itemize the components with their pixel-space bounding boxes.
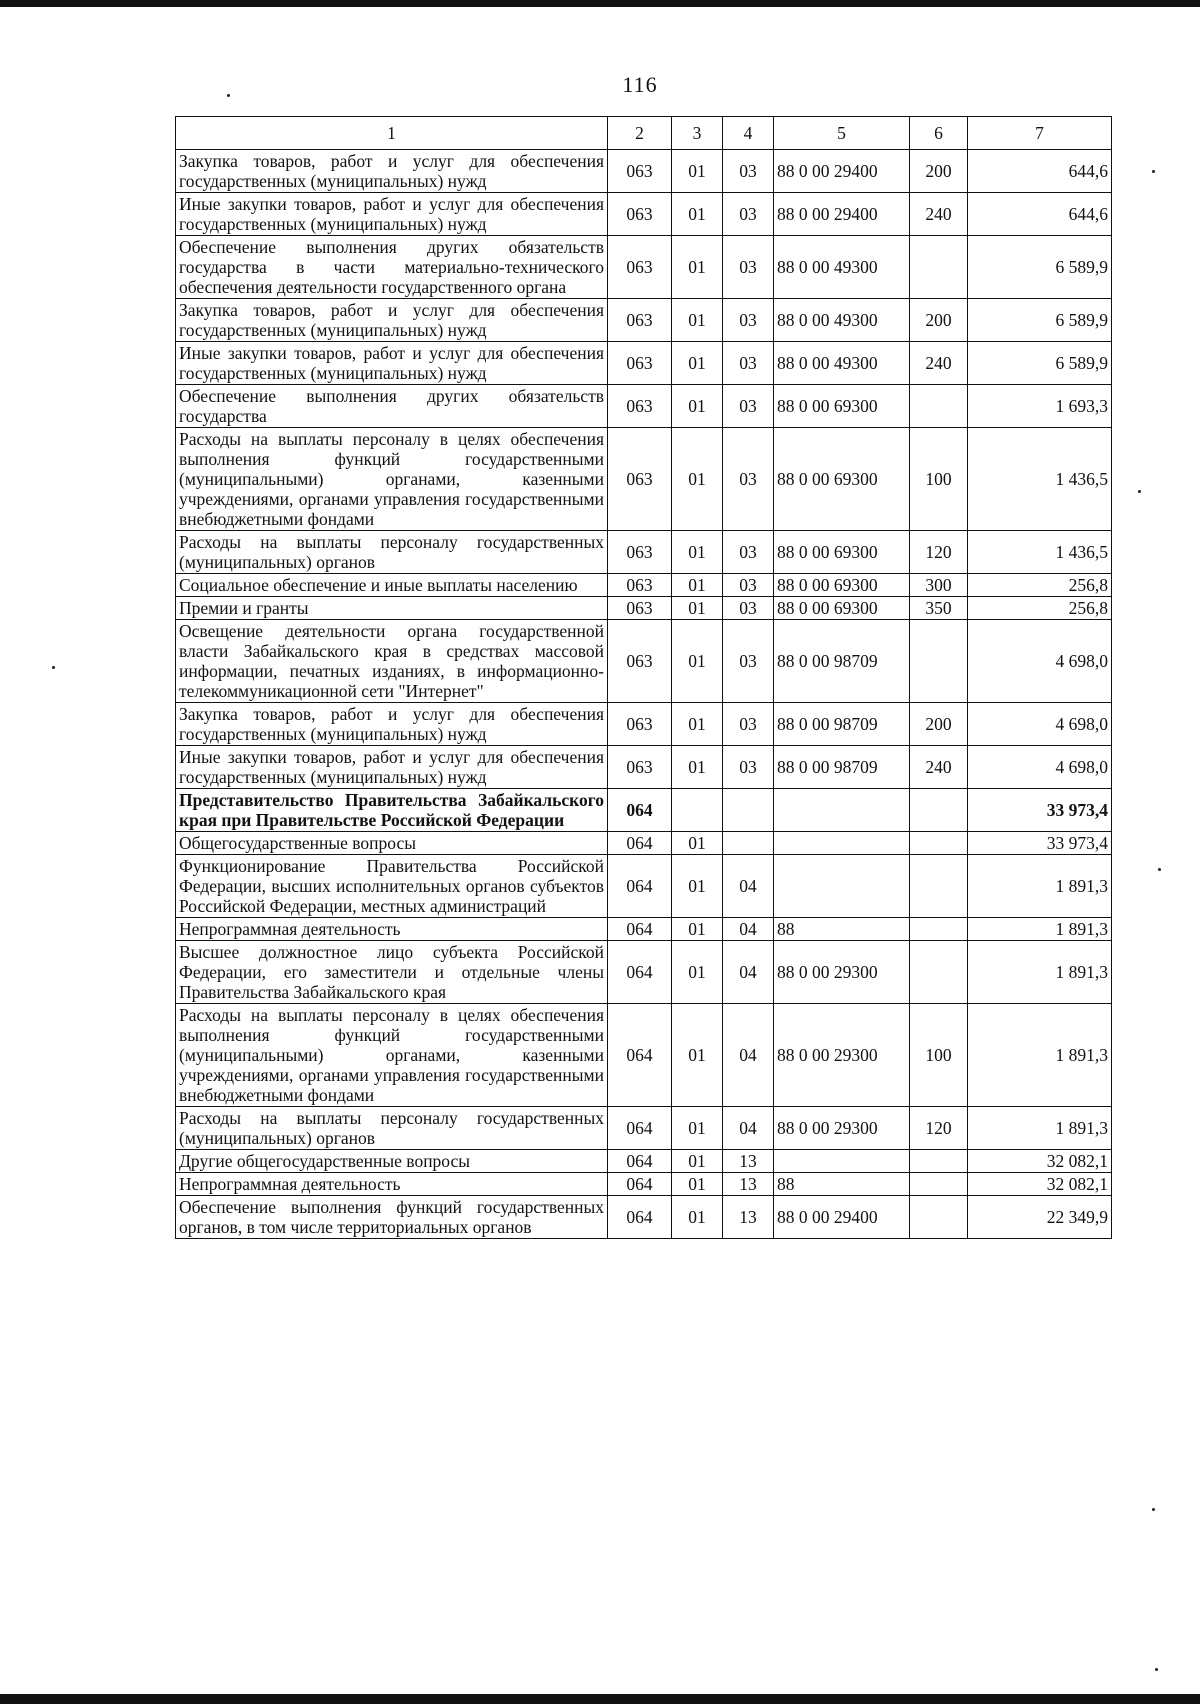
- cell-section-code: 01: [672, 385, 723, 428]
- row-name: Другие общегосударственные вопросы: [176, 1150, 608, 1173]
- cell-subsection-code: 03: [723, 299, 774, 342]
- row-name: Закупка товаров, работ и услуг для обеспечения государственных (муниципальных) нужд: [176, 299, 608, 342]
- cell-target-article: 88: [774, 1173, 910, 1196]
- cell-subsection-code: 13: [723, 1173, 774, 1196]
- cell-expense-type: 240: [910, 746, 968, 789]
- cell-amount: 1 891,3: [968, 855, 1112, 918]
- row-name: Расходы на выплаты персоналу в целях обеспечения выполнения функций государственными (муниципальными) органами, казенными учреждениями, органами управления государственными внебюджетными фондами: [176, 1004, 608, 1107]
- cell-target-article: 88 0 00 29300: [774, 1004, 910, 1107]
- cell-section-code: 01: [672, 703, 723, 746]
- scan-border-bottom: [0, 1694, 1200, 1704]
- cell-amount: 22 349,9: [968, 1196, 1112, 1239]
- cell-section-code: 01: [672, 428, 723, 531]
- cell-amount: 256,8: [968, 574, 1112, 597]
- cell-amount: 256,8: [968, 597, 1112, 620]
- cell-ministry-code: 063: [608, 531, 672, 574]
- cell-amount: 1 891,3: [968, 1107, 1112, 1150]
- row-name: Общегосударственные вопросы: [176, 832, 608, 855]
- row-name: Непрограммная деятельность: [176, 1173, 608, 1196]
- table-row: [176, 620, 1112, 703]
- cell-subsection-code: 13: [723, 1150, 774, 1173]
- cell-amount: 4 698,0: [968, 620, 1112, 703]
- cell-expense-type: 350: [910, 597, 968, 620]
- scan-speck: [1152, 1508, 1155, 1511]
- cell-target-article: [774, 789, 910, 832]
- row-name: Обеспечение выполнения функций государственных органов, в том числе территориальных органов: [176, 1196, 608, 1239]
- row-name: Функционирование Правительства Российской Федерации, высших исполнительных органов субъектов Российской Федерации, местных администраций: [176, 855, 608, 918]
- row-name: Премии и гранты: [176, 597, 608, 620]
- cell-ministry-code: 063: [608, 342, 672, 385]
- cell-subsection-code: 04: [723, 918, 774, 941]
- cell-amount: 32 082,1: [968, 1150, 1112, 1173]
- cell-expense-type: [910, 789, 968, 832]
- table-row: [176, 597, 1112, 620]
- cell-ministry-code: 064: [608, 1150, 672, 1173]
- cell-amount: 6 589,9: [968, 236, 1112, 299]
- cell-expense-type: [910, 236, 968, 299]
- cell-ministry-code: 064: [608, 789, 672, 832]
- cell-section-code: 01: [672, 620, 723, 703]
- cell-target-article: 88: [774, 918, 910, 941]
- column-header: 2: [608, 117, 672, 150]
- cell-ministry-code: 064: [608, 855, 672, 918]
- cell-section-code: 01: [672, 531, 723, 574]
- cell-amount: 1 891,3: [968, 1004, 1112, 1107]
- cell-target-article: [774, 1150, 910, 1173]
- cell-ministry-code: 063: [608, 236, 672, 299]
- cell-expense-type: [910, 832, 968, 855]
- cell-subsection-code: 03: [723, 193, 774, 236]
- cell-expense-type: [910, 385, 968, 428]
- scan-speck: [1138, 490, 1141, 493]
- cell-expense-type: [910, 918, 968, 941]
- cell-target-article: [774, 855, 910, 918]
- cell-subsection-code: 03: [723, 703, 774, 746]
- cell-subsection-code: 04: [723, 941, 774, 1004]
- cell-subsection-code: [723, 789, 774, 832]
- table-row: [176, 918, 1112, 941]
- table-row: [176, 1107, 1112, 1150]
- cell-amount: 1 436,5: [968, 531, 1112, 574]
- cell-section-code: 01: [672, 832, 723, 855]
- cell-subsection-code: 03: [723, 531, 774, 574]
- cell-section-code: 01: [672, 855, 723, 918]
- cell-amount: 33 973,4: [968, 832, 1112, 855]
- cell-expense-type: 240: [910, 342, 968, 385]
- table-row: [176, 236, 1112, 299]
- cell-section-code: 01: [672, 918, 723, 941]
- scan-speck: [52, 666, 55, 669]
- cell-subsection-code: 04: [723, 1004, 774, 1107]
- cell-subsection-code: 13: [723, 1196, 774, 1239]
- cell-ministry-code: 063: [608, 703, 672, 746]
- cell-ministry-code: 064: [608, 1107, 672, 1150]
- row-name: Расходы на выплаты персоналу государственных (муниципальных) органов: [176, 531, 608, 574]
- cell-target-article: 88 0 00 98709: [774, 703, 910, 746]
- cell-amount: 644,6: [968, 150, 1112, 193]
- table-row: [176, 832, 1112, 855]
- cell-section-code: 01: [672, 1107, 723, 1150]
- cell-ministry-code: 063: [608, 597, 672, 620]
- cell-expense-type: 240: [910, 193, 968, 236]
- cell-subsection-code: 03: [723, 342, 774, 385]
- cell-section-code: 01: [672, 150, 723, 193]
- column-header: 3: [672, 117, 723, 150]
- table-row: [176, 1004, 1112, 1107]
- page-number: 116: [622, 72, 658, 97]
- table-body: [176, 150, 1112, 1239]
- cell-target-article: 88 0 00 69300: [774, 574, 910, 597]
- cell-subsection-code: 03: [723, 620, 774, 703]
- table-row: [176, 1173, 1112, 1196]
- cell-target-article: 88 0 00 98709: [774, 746, 910, 789]
- row-name: Представительство Правительства Забайкальского края при Правительстве Российской Федерации: [176, 789, 608, 832]
- row-name: Расходы на выплаты персоналу в целях обеспечения выполнения функций государственными (муниципальными) органами, казенными учреждениями, органами управления государственными внебюджетными фондами: [176, 428, 608, 531]
- cell-subsection-code: 03: [723, 150, 774, 193]
- cell-section-code: 01: [672, 574, 723, 597]
- cell-subsection-code: 04: [723, 1107, 774, 1150]
- cell-section-code: 01: [672, 746, 723, 789]
- cell-ministry-code: 063: [608, 620, 672, 703]
- cell-amount: 1 891,3: [968, 918, 1112, 941]
- row-name: Закупка товаров, работ и услуг для обеспечения государственных (муниципальных) нужд: [176, 703, 608, 746]
- table-row: [176, 574, 1112, 597]
- cell-target-article: 88 0 00 49300: [774, 299, 910, 342]
- table-row: [176, 193, 1112, 236]
- cell-section-code: 01: [672, 1150, 723, 1173]
- scan-speck: [1158, 868, 1161, 871]
- row-name: Высшее должностное лицо субъекта Российской Федерации, его заместители и отдельные члены Правительства Забайкальского края: [176, 941, 608, 1004]
- cell-subsection-code: [723, 832, 774, 855]
- cell-amount: 6 589,9: [968, 299, 1112, 342]
- cell-target-article: 88 0 00 69300: [774, 531, 910, 574]
- cell-target-article: 88 0 00 29400: [774, 193, 910, 236]
- cell-target-article: 88 0 00 98709: [774, 620, 910, 703]
- cell-section-code: [672, 789, 723, 832]
- cell-amount: 1 693,3: [968, 385, 1112, 428]
- cell-section-code: 01: [672, 236, 723, 299]
- cell-subsection-code: 03: [723, 574, 774, 597]
- scan-speck: [227, 94, 230, 97]
- cell-subsection-code: 03: [723, 236, 774, 299]
- cell-expense-type: 100: [910, 428, 968, 531]
- cell-section-code: 01: [672, 1173, 723, 1196]
- row-name: Иные закупки товаров, работ и услуг для обеспечения государственных (муниципальных) нужд: [176, 193, 608, 236]
- cell-target-article: 88 0 00 29300: [774, 1107, 910, 1150]
- cell-expense-type: 200: [910, 150, 968, 193]
- table-row: [176, 855, 1112, 918]
- cell-target-article: 88 0 00 29300: [774, 941, 910, 1004]
- cell-expense-type: 100: [910, 1004, 968, 1107]
- cell-expense-type: 120: [910, 1107, 968, 1150]
- cell-ministry-code: 063: [608, 428, 672, 531]
- row-name: Расходы на выплаты персоналу государственных (муниципальных) органов: [176, 1107, 608, 1150]
- cell-subsection-code: 03: [723, 597, 774, 620]
- table-row: [176, 299, 1112, 342]
- row-name: Непрограммная деятельность: [176, 918, 608, 941]
- cell-section-code: 01: [672, 597, 723, 620]
- column-header: 4: [723, 117, 774, 150]
- cell-ministry-code: 063: [608, 385, 672, 428]
- cell-amount: 33 973,4: [968, 789, 1112, 832]
- row-name: Иные закупки товаров, работ и услуг для обеспечения государственных (муниципальных) нужд: [176, 746, 608, 789]
- table-row: [176, 789, 1112, 832]
- table-row: [176, 428, 1112, 531]
- table-row: [176, 703, 1112, 746]
- table-row: [176, 1150, 1112, 1173]
- cell-ministry-code: 064: [608, 1173, 672, 1196]
- cell-section-code: 01: [672, 342, 723, 385]
- cell-expense-type: [910, 1196, 968, 1239]
- scan-border-top: [0, 0, 1200, 7]
- cell-amount: 6 589,9: [968, 342, 1112, 385]
- cell-expense-type: 200: [910, 299, 968, 342]
- cell-target-article: 88 0 00 29400: [774, 150, 910, 193]
- cell-expense-type: [910, 620, 968, 703]
- cell-amount: 4 698,0: [968, 703, 1112, 746]
- cell-ministry-code: 063: [608, 150, 672, 193]
- cell-ministry-code: 063: [608, 746, 672, 789]
- table-row: [176, 385, 1112, 428]
- cell-subsection-code: 04: [723, 855, 774, 918]
- column-header: 1: [176, 117, 608, 150]
- cell-section-code: 01: [672, 941, 723, 1004]
- row-name: Освещение деятельности органа государственной власти Забайкальского края в средствах массовой информации, печатных изданиях, в информационно-телекоммуникационной сети "Интернет": [176, 620, 608, 703]
- cell-target-article: 88 0 00 69300: [774, 428, 910, 531]
- cell-target-article: 88 0 00 69300: [774, 597, 910, 620]
- table-row: [176, 1196, 1112, 1239]
- cell-expense-type: [910, 1173, 968, 1196]
- cell-target-article: 88 0 00 49300: [774, 342, 910, 385]
- cell-target-article: 88 0 00 29400: [774, 1196, 910, 1239]
- cell-section-code: 01: [672, 1196, 723, 1239]
- cell-amount: 1 436,5: [968, 428, 1112, 531]
- cell-section-code: 01: [672, 193, 723, 236]
- cell-expense-type: [910, 855, 968, 918]
- cell-ministry-code: 064: [608, 1196, 672, 1239]
- cell-target-article: 88 0 00 69300: [774, 385, 910, 428]
- cell-expense-type: [910, 1150, 968, 1173]
- cell-ministry-code: 063: [608, 574, 672, 597]
- row-name: Обеспечение выполнения других обязательств государства: [176, 385, 608, 428]
- column-header: 5: [774, 117, 910, 150]
- cell-amount: 644,6: [968, 193, 1112, 236]
- cell-ministry-code: 064: [608, 832, 672, 855]
- row-name: Обеспечение выполнения других обязательств государства в части материально-технического обеспечения деятельности государственного органа: [176, 236, 608, 299]
- cell-subsection-code: 03: [723, 385, 774, 428]
- row-name: Социальное обеспечение и иные выплаты населению: [176, 574, 608, 597]
- table-row: [176, 746, 1112, 789]
- scan-speck: [1152, 170, 1155, 173]
- column-header: 7: [968, 117, 1112, 150]
- table-header-row: [176, 117, 1112, 150]
- cell-expense-type: 300: [910, 574, 968, 597]
- cell-section-code: 01: [672, 1004, 723, 1107]
- cell-amount: 1 891,3: [968, 941, 1112, 1004]
- row-name: Иные закупки товаров, работ и услуг для обеспечения государственных (муниципальных) нужд: [176, 342, 608, 385]
- cell-amount: 32 082,1: [968, 1173, 1112, 1196]
- row-name: Закупка товаров, работ и услуг для обеспечения государственных (муниципальных) нужд: [176, 150, 608, 193]
- cell-ministry-code: 064: [608, 918, 672, 941]
- cell-ministry-code: 063: [608, 193, 672, 236]
- table-row: [176, 941, 1112, 1004]
- scan-speck: [1155, 1668, 1158, 1671]
- cell-section-code: 01: [672, 299, 723, 342]
- cell-subsection-code: 03: [723, 746, 774, 789]
- cell-target-article: [774, 832, 910, 855]
- cell-expense-type: [910, 941, 968, 1004]
- column-header: 6: [910, 117, 968, 150]
- cell-amount: 4 698,0: [968, 746, 1112, 789]
- cell-target-article: 88 0 00 49300: [774, 236, 910, 299]
- table-row: [176, 342, 1112, 385]
- cell-expense-type: 200: [910, 703, 968, 746]
- cell-expense-type: 120: [910, 531, 968, 574]
- table-row: [176, 150, 1112, 193]
- cell-ministry-code: 063: [608, 299, 672, 342]
- cell-subsection-code: 03: [723, 428, 774, 531]
- cell-ministry-code: 064: [608, 941, 672, 1004]
- table-row: [176, 531, 1112, 574]
- budget-table: [175, 116, 1112, 1239]
- cell-ministry-code: 064: [608, 1004, 672, 1107]
